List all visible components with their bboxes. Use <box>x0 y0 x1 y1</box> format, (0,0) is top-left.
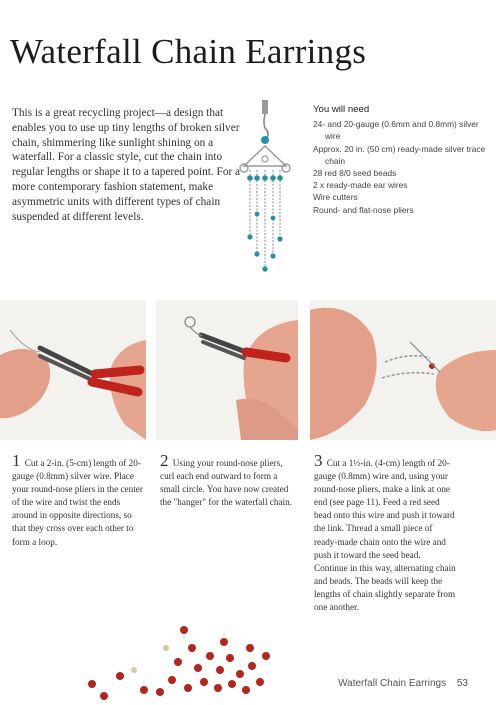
step-3 <box>314 451 456 614</box>
step-text: Cut a 1½-in. (4-cm) length of 20-gauge (0.8mm) wire and, using your round-nose pliers, make a link at one end (see page 11). Feed a red seed bead onto this wire and push it toward the link. Thread a small piece of ready-made chain onto the wire and push it toward the seed bead. Continue in this way, alternating chain and beads. The beads will keep the lengths of chain slightly separate from one another. <box>314 458 456 613</box>
footer-section: Waterfall Chain Earrings <box>338 678 447 689</box>
step-1 <box>12 451 147 549</box>
step-number: 2 <box>160 451 169 470</box>
step-3-photo <box>310 300 496 440</box>
page-title: Waterfall Chain Earrings <box>10 32 367 71</box>
seed-beads-photo <box>80 618 280 700</box>
step-2-photo <box>156 300 298 440</box>
material-item: Approx. 20 in. (50 cm) ready-made silver trace chain <box>313 143 486 166</box>
step-text: Cut a 2-in. (5-cm) length of 20-gauge (0.8mm) silver wire. Place your round-nose pliers in the center of the wire and twist the ends around in opposite directions, so that they cross over each other to form a loop. <box>12 458 143 547</box>
earring-photo <box>230 96 300 286</box>
step-number: 3 <box>314 451 323 470</box>
step-1-photo <box>0 300 146 440</box>
material-item: Wire cutters <box>313 192 358 203</box>
page-number: 53 <box>456 678 468 689</box>
materials-heading: You will need <box>313 104 370 115</box>
material-item: Round- and flat-nose pliers <box>313 204 414 215</box>
step-text: Using your round-nose pliers, curl each end outward to form a small circle. You have now created the "hanger" for the waterfall chain. <box>160 458 292 508</box>
step-number: 1 <box>12 451 21 470</box>
materials-list <box>313 104 491 216</box>
material-item: 2 x ready-made ear wires <box>313 180 408 191</box>
page-footer <box>338 678 468 689</box>
intro-paragraph: This is a great recycling project—a design that enables you to use up tiny lengths of broken silver chain, shimmering like sunlight shining on a waterfall. For a classic style, cut the chain into regular lengths or shape it to a tapered point. For a more contemporary fashion statement, make asymmetric units with different types of chain suspended at different levels. <box>12 107 241 223</box>
material-item: 28 red 8/0 seed beads <box>313 168 397 179</box>
material-item: 24- and 20-gauge (0.6mm and 0.8mm) silver wire <box>313 119 479 142</box>
step-2 <box>160 451 295 509</box>
